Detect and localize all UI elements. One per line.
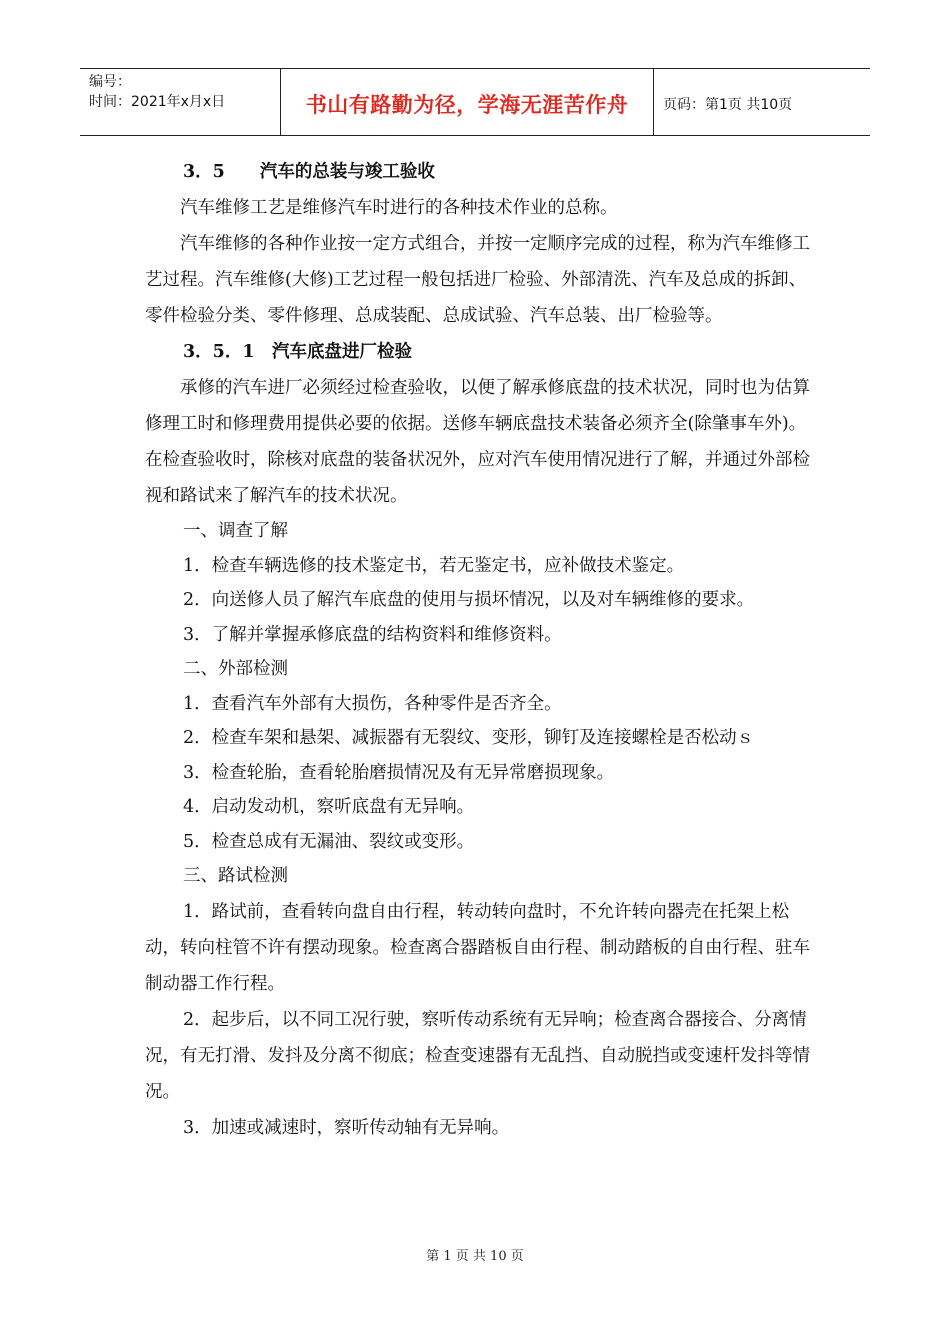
list-item: 1．路试前，查看转向盘自由行程，转动转向盘时，不允许转向器壳在托架上松动，转向柱管不许有摆动现象。检查离合器踏板自由行程、制动踏板的自由行程、驻车制动器工作行程。 — [145, 901, 810, 994]
section-heading: 3．5 汽车的总装与竣工验收 — [183, 162, 435, 182]
document-header — [80, 68, 870, 136]
list-item: 1．查看汽车外部有大损伤，各种零件是否齐全。 — [183, 693, 562, 714]
list-heading: 一、调查了解 — [183, 521, 288, 541]
list-item: 2．向送修人员了解汽车底盘的使用与损坏情况，以及对车辆维修的要求。 — [183, 590, 755, 610]
list-heading: 三、路试检测 — [183, 866, 288, 886]
list-item: 2．检查车架和悬架、减振器有无裂纹、变形，铆钉及连接螺栓是否松动ｓ — [183, 728, 755, 748]
header-page-cell — [654, 71, 870, 137]
document-body — [145, 154, 810, 1146]
paragraph: 汽车维修的各种作业按一定方式组合，并按一定顺序完成的过程，称为汽车维修工艺过程。汽车维修(大修)工艺过程一般包括进厂检验、外部清洗、汽车及总成的拆卸、零件检验分类、零件修理、总成装配、总成试验、汽车总装、出厂检验等。 — [145, 234, 810, 326]
page-footer: 第 1 页 共 10 页 — [426, 1249, 524, 1264]
header-motto-cell — [281, 69, 654, 135]
list-item: 3．加速或减速时，察听传动轴有无异响。 — [183, 1117, 510, 1138]
list-item: 4．启动发动机，察听底盘有无异响。 — [183, 797, 475, 817]
list-item: 3．了解并掌握承修底盘的结构资料和维修资料。 — [183, 624, 562, 645]
list-item: 3．检查轮胎，查看轮胎磨损情况及有无异常磨损现象。 — [183, 762, 615, 783]
list-item: 2．起步后，以不同工况行驶，察听传动系统有无异响；检查离合器接合、分离情况，有无打滑、发抖及分离不彻底；检查变速器有无乱挡、自动脱挡或变速杆发抖等情况。 — [145, 1009, 810, 1102]
list-heading: 二、外部检测 — [183, 659, 288, 679]
subsection-heading: 3．5．1 汽车底盘进厂检验 — [183, 342, 413, 362]
header-page-label: 页码：第1页 共10页 — [663, 97, 793, 113]
list-item: 1．检查车辆选修的技术鉴定书，若无鉴定书，应补做技术鉴定。 — [183, 555, 685, 576]
paragraph: 汽车维修工艺是维修汽车时进行的各种技术作业的总称。 — [180, 198, 618, 218]
header-meta-cell — [80, 69, 281, 135]
paragraph: 承修的汽车进厂必须经过检查验收，以便了解承修底盘的技术状况，同时也为估算修理工时和修理费用提供必要的依据。送修车辆底盘技术装备必须齐全(除肇事车外)。在检查验收时，除核对底盘的装备状况外，应对汽车使用情况进行了解，并通过外部检视和路试来了解汽车的技术状况。 — [145, 378, 810, 506]
document-date-label: 时间：2021年x月x日 — [89, 94, 226, 110]
document-number-label: 编号： — [89, 74, 131, 90]
list-item: 5．检查总成有无漏油、裂纹或变形。 — [183, 831, 475, 852]
header-motto: 书山有路勤为径，学海无涯苦作舟 — [305, 93, 629, 117]
